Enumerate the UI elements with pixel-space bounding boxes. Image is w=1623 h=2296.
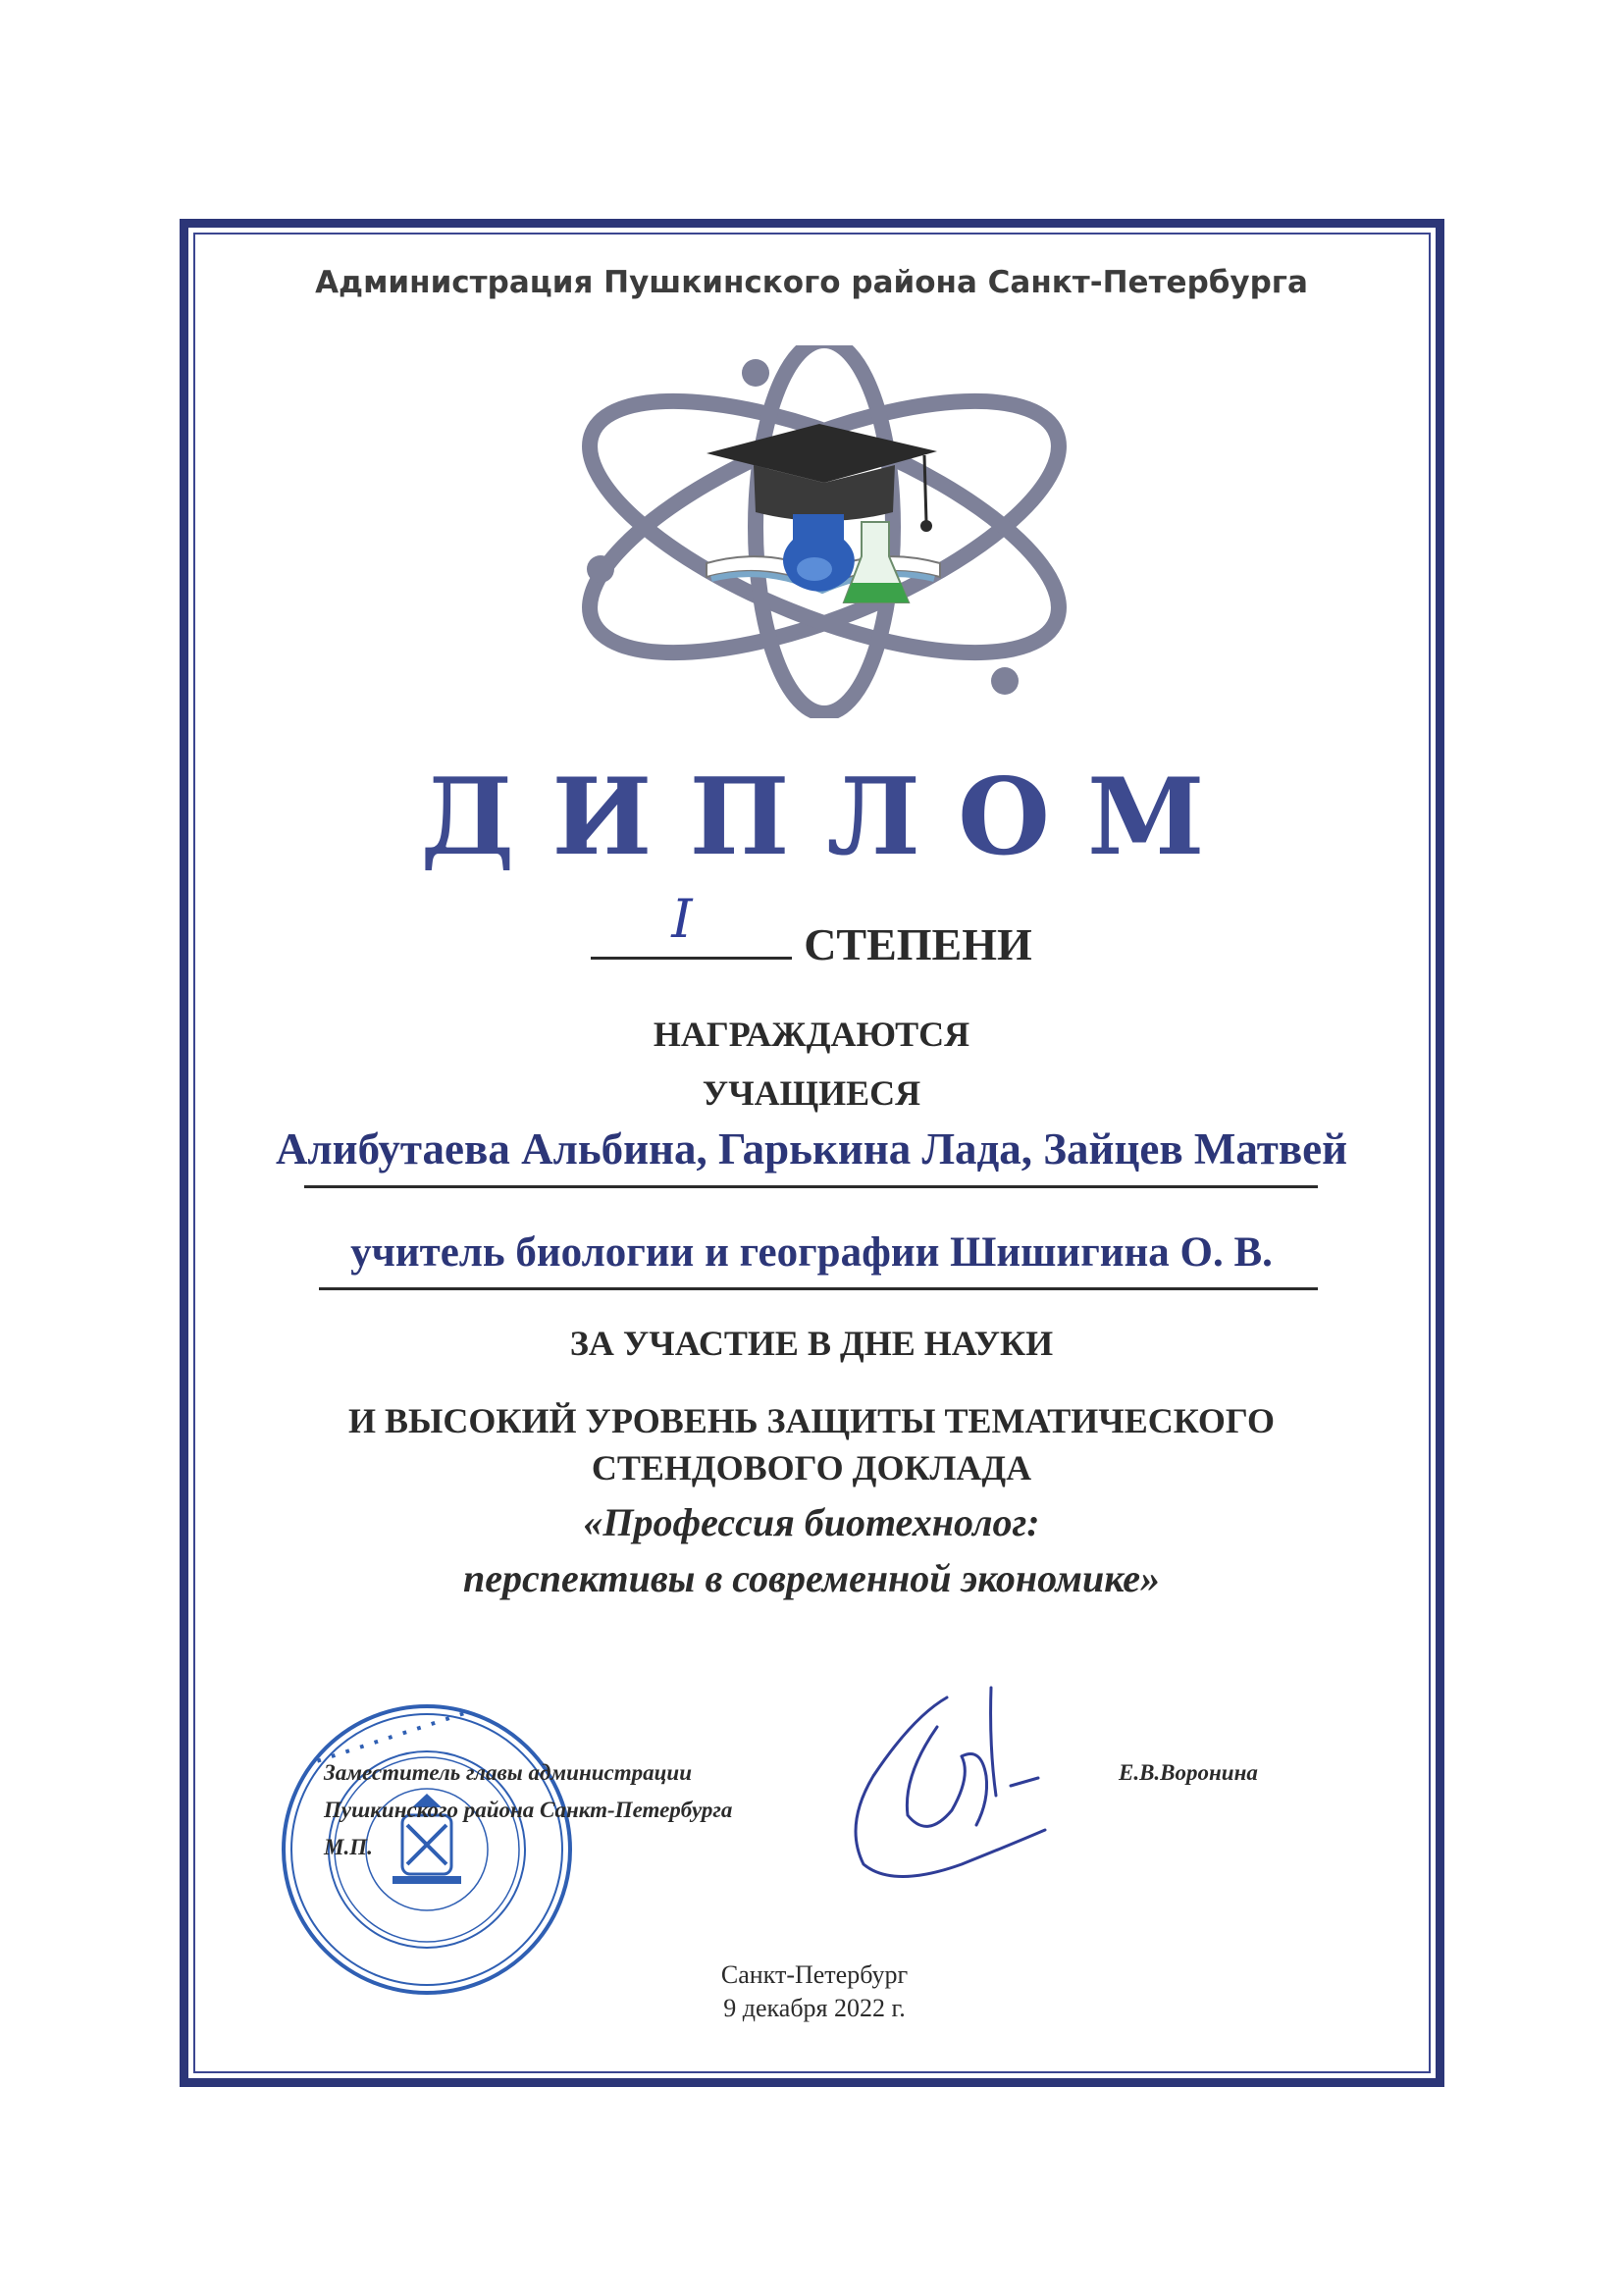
handwritten-signature xyxy=(814,1668,1070,1913)
awarded-line1: НАГРАЖДАЮТСЯ xyxy=(653,1015,970,1054)
teacher-name: учитель биологии и географии Шишигина О. В. xyxy=(350,1229,1273,1276)
degree-handwritten-value: I xyxy=(671,888,693,950)
topic-line2: перспективы в современной экономике» xyxy=(462,1556,1161,1600)
degree-line xyxy=(0,888,1623,970)
reason-line1: ЗА УЧАСТИЕ В ДНЕ НАУКИ xyxy=(569,1324,1054,1363)
diploma-title: ДИПЛОМ xyxy=(420,756,1242,879)
signatory-position-line1: Заместитель главы администрации xyxy=(324,1760,693,1785)
reason-line3: СТЕНДОВОГО ДОКЛАДА xyxy=(591,1448,1032,1487)
degree-label: СТЕПЕНИ xyxy=(804,919,1032,969)
official-seal-stamp xyxy=(275,1697,579,2002)
svg-text:· · · · · · · · · · ·: · · · · · · · · · · · xyxy=(311,1701,470,1774)
teacher-underline xyxy=(319,1287,1318,1290)
organization-header: Администрация Пушкинского района Санкт-Петербурга xyxy=(315,265,1308,300)
degree-blank xyxy=(591,888,792,960)
atom-graduation-cap-icon xyxy=(550,345,1099,718)
reason-line2: И ВЫСОКИЙ УРОВЕНЬ ЗАЩИТЫ ТЕМАТИЧЕСКОГО xyxy=(348,1401,1275,1440)
footer-date: 9 декабря 2022 г. xyxy=(723,1994,906,2022)
topic-line1: «Профессия биотехнолог: xyxy=(583,1500,1040,1544)
stamp-place-mark: М.П. xyxy=(324,1835,373,1859)
students-underline xyxy=(304,1185,1318,1188)
footer-city: Санкт-Петербург xyxy=(720,1960,909,1989)
signatory-position-line2: Пушкинского района Санкт-Петербурга xyxy=(324,1798,733,1822)
signatory-name: Е.В.Воронина xyxy=(1119,1760,1258,1785)
students-names: Алибутаева Альбина, Гарькина Лада, Зайцев Матвей xyxy=(275,1124,1348,1174)
awarded-line2: УЧАЩИЕСЯ xyxy=(702,1073,921,1113)
